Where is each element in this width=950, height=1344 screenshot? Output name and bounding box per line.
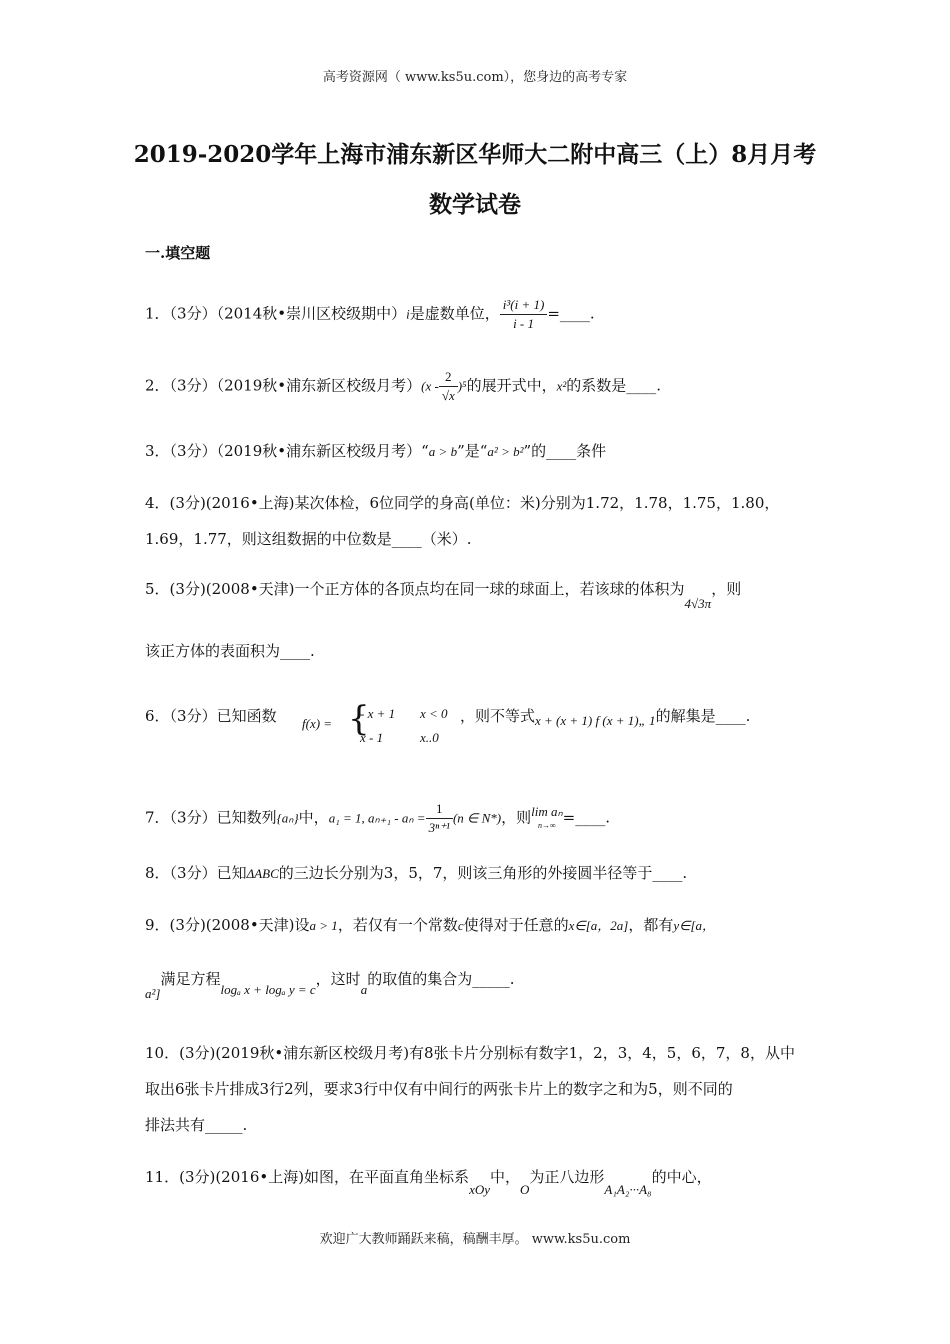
question-10-line1: 10．(3分)(2019秋•浦东新区校级月考)有8张卡片分别标有数字1，2，3，4，5，6，7，8，从中	[145, 1044, 795, 1062]
question-6: 6．（3分）已知函数	[145, 707, 277, 725]
page-footer: 欢迎广大教师踊跃来稿，稿酬丰厚。 www.ks5u.com	[319, 1232, 631, 1247]
question-5-line2: 该正方体的表面积为____.	[145, 642, 315, 660]
question-5-line1: 5．(3分)(2008•天津)一个正方体的各顶点均在同一球的球面上，若该球的体积为4√3π，则	[145, 580, 742, 611]
section-title: 一.填空题	[145, 244, 211, 262]
question-11-line1: 11．(3分)(2016•上海)如图，在平面直角坐标系xOy中，O为正八边形A₁A₂···A₈的中心，	[145, 1168, 712, 1197]
question-2: 2．（3分）（2019秋•浦东新区校级月考）(x - $\frac{2}{√x}$ )⁵的展开式中，x²的系数是____.	[145, 369, 662, 403]
exam-title-line1: 2019-2020学年上海市浦东新区华师大二附中高三（上）8月月考	[133, 141, 817, 168]
question-4-line2: 1.69，1.77，则这组数据的中位数是____（米）.	[145, 530, 472, 548]
fraction: $\frac{\text{i³(i + 1)}}{i - 1}$	[500, 296, 548, 333]
page-header: 高考资源网（ www.ks5u.com），您身边的高考专家	[322, 70, 628, 85]
question-7: 7．（3分）已知数列{aₙ}中，a₁ = 1, aₙ₊₁ - aₙ = $\frac{1}{\text{3ⁿ⁺¹}}$ (n ∈ N*)，则 lim aₙ n→∞ =____.	[145, 801, 610, 835]
question-10-line3: 排法共有_____.	[145, 1116, 248, 1134]
question-6-rest: ，则不等式x + (x + 1) f (x + 1)„ 1的解集是____.	[460, 707, 751, 728]
question-1: 1．（3分）（2014秋•崇川区校级期中）i是虚数单位， $\frac{\text{i³(i + 1)}}{i - 1}$ =____.	[145, 297, 595, 331]
brace: {	[348, 699, 370, 739]
exam-title-line2: 数学试卷	[429, 191, 521, 218]
question-10-line2: 取出6张卡片排成3行2列，要求3行中仅有中间行的两张卡片上的数字之和为5，则不同的	[145, 1080, 733, 1098]
question-4-line1: 4．(3分)(2016•上海)某次体检，6位同学的身高(单位：米)分别为1.72，1.78，1.75，1.80，	[145, 494, 780, 512]
question-9-line2: a²]满足方程logₐ x + logₐ y = c，这时a的取值的集合为_____.	[145, 970, 515, 1001]
question-3: 3．（3分）（2019秋•浦东新区校级月考）“a > b”是“a² > b²”的____条件	[145, 442, 607, 460]
question-9-line1: 9．(3分)(2008•天津)设a > 1，若仅有一个常数c使得对于任意的x∈[a，2a]，都有y∈[a，	[145, 916, 716, 934]
question-8: 8．（3分）已知ΔABC的三边长分别为3，5，7，则该三角形的外接圆半径等于____.	[145, 864, 688, 882]
